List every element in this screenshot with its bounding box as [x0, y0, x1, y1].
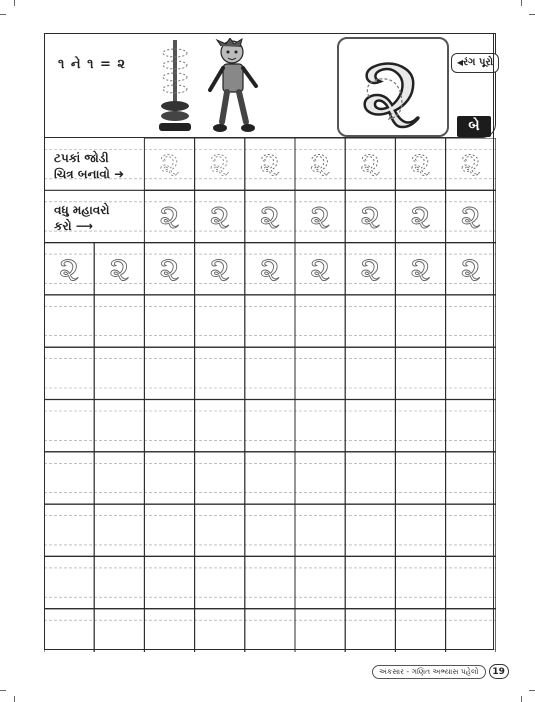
equation-text: ૧ ને ૧ = ૨ [58, 57, 127, 72]
writing-cell[interactable] [94, 556, 144, 608]
writing-cell[interactable] [94, 452, 144, 504]
writing-cell[interactable] [395, 347, 445, 399]
trace-glyph: ૨ [209, 144, 230, 185]
trace-glyph: ૨ [59, 249, 80, 290]
crop-mark [0, 14, 6, 15]
trace-glyph: ૨ [209, 196, 230, 237]
writing-cell[interactable] [345, 400, 395, 452]
writing-cell[interactable] [44, 452, 94, 504]
writing-cell[interactable] [144, 347, 194, 399]
arrow-right-icon: ➜ [114, 167, 125, 181]
writing-cell[interactable] [44, 400, 94, 452]
writing-cell[interactable] [295, 452, 345, 504]
writing-cell[interactable] [295, 504, 345, 556]
trace-glyph: ૨ [410, 144, 431, 185]
writing-cell[interactable] [94, 609, 144, 652]
writing-cell[interactable] [395, 609, 445, 652]
writing-cell[interactable] [44, 609, 94, 652]
writing-cell[interactable] [94, 347, 144, 399]
writing-cell[interactable] [245, 504, 295, 556]
writing-cell[interactable] [345, 452, 395, 504]
tracing-grid [44, 138, 496, 652]
writing-cell[interactable] [195, 400, 245, 452]
writing-cell[interactable] [245, 295, 295, 347]
writing-cell[interactable] [395, 400, 445, 452]
writing-cell[interactable] [144, 504, 194, 556]
writing-cell[interactable] [245, 347, 295, 399]
writing-cell[interactable] [245, 556, 295, 608]
trace-glyph: ૨ [360, 196, 381, 237]
writing-cell[interactable] [144, 556, 194, 608]
trace-glyph: ૨ [159, 196, 180, 237]
crop-mark [529, 690, 535, 691]
writing-cell[interactable] [44, 347, 94, 399]
crop-mark [521, 0, 522, 6]
crop-mark [14, 696, 15, 702]
arrow-left-icon: ◀ [456, 58, 464, 67]
writing-cell[interactable] [295, 556, 345, 608]
crop-mark [529, 14, 535, 15]
writing-cell[interactable] [94, 400, 144, 452]
practice-more-label: વધુ મહાવરો કરો ⟶ [54, 203, 110, 233]
writing-cell[interactable] [94, 295, 144, 347]
writing-cell[interactable] [144, 609, 194, 652]
big-letter-panel [337, 37, 449, 137]
writing-cell[interactable] [44, 504, 94, 556]
writing-cell[interactable] [295, 347, 345, 399]
writing-cell[interactable] [446, 452, 496, 504]
trace-glyph: ૨ [460, 144, 481, 185]
writing-cell[interactable] [195, 295, 245, 347]
trace-glyph: ૨ [159, 144, 180, 185]
writing-cell[interactable] [446, 609, 496, 652]
trace-glyph: ૨ [410, 196, 431, 237]
color-instruction-label: ◀રંગ પૂરો [451, 53, 499, 73]
writing-cell[interactable] [446, 347, 496, 399]
writing-cell[interactable] [245, 400, 295, 452]
big-letter-glyph: ૨ [360, 39, 422, 135]
big-letter-outline [339, 39, 447, 135]
trace-glyph: ૨ [310, 144, 331, 185]
writing-cell[interactable] [245, 452, 295, 504]
trace-glyph: ૨ [410, 249, 431, 290]
trace-glyph: ૨ [360, 249, 381, 290]
writing-cell[interactable] [345, 504, 395, 556]
writing-cell[interactable] [144, 295, 194, 347]
writing-cell[interactable] [295, 400, 345, 452]
trace-glyph: ૨ [259, 196, 280, 237]
writing-cell[interactable] [345, 295, 395, 347]
page-number: 19 [489, 664, 509, 679]
writing-cell[interactable] [144, 452, 194, 504]
writing-cell[interactable] [446, 556, 496, 608]
writing-cell[interactable] [44, 556, 94, 608]
trace-glyph: ૨ [310, 249, 331, 290]
cartoon-character [204, 38, 262, 135]
writing-cell[interactable] [395, 452, 445, 504]
writing-cell[interactable] [195, 347, 245, 399]
writing-cell[interactable] [94, 504, 144, 556]
writing-cell[interactable] [395, 295, 445, 347]
writing-cell[interactable] [345, 609, 395, 652]
trace-glyph: ૨ [109, 249, 130, 290]
trace-glyph: ૨ [259, 144, 280, 185]
writing-cell[interactable] [345, 347, 395, 399]
writing-cell[interactable] [144, 400, 194, 452]
crop-mark [14, 0, 15, 6]
number-word-badge: બે [457, 116, 491, 137]
trace-glyph: ૨ [159, 249, 180, 290]
writing-cell[interactable] [295, 609, 345, 652]
footer-title: અંકસાર - ગણિત અભ્યાસ પહેલો [372, 665, 486, 679]
trace-glyph: ૨ [460, 196, 481, 237]
trace-glyph: ૨ [259, 249, 280, 290]
writing-cell[interactable] [446, 400, 496, 452]
abacus-illustration [156, 38, 196, 135]
writing-cell[interactable] [44, 295, 94, 347]
writing-cell[interactable] [245, 609, 295, 652]
writing-cell[interactable] [345, 556, 395, 608]
writing-cell[interactable] [195, 452, 245, 504]
writing-cell[interactable] [395, 556, 445, 608]
connect-dots-label: ટપકાં જોડી ચિત્ર બનાવો ➜ [54, 151, 125, 181]
footer [372, 664, 509, 679]
trace-glyph: ૨ [209, 249, 230, 290]
crop-mark [521, 696, 522, 702]
trace-glyph: ૨ [310, 196, 331, 237]
trace-glyph: ૨ [460, 249, 481, 290]
writing-cell[interactable] [395, 504, 445, 556]
writing-cell[interactable] [195, 556, 245, 608]
trace-glyph: ૨ [360, 144, 381, 185]
writing-cell[interactable] [195, 609, 245, 652]
long-arrow-right-icon: ⟶ [71, 219, 94, 233]
writing-cell[interactable] [446, 295, 496, 347]
writing-cell[interactable] [446, 504, 496, 556]
writing-cell[interactable] [195, 504, 245, 556]
crop-mark [0, 690, 6, 691]
writing-cell[interactable] [295, 295, 345, 347]
